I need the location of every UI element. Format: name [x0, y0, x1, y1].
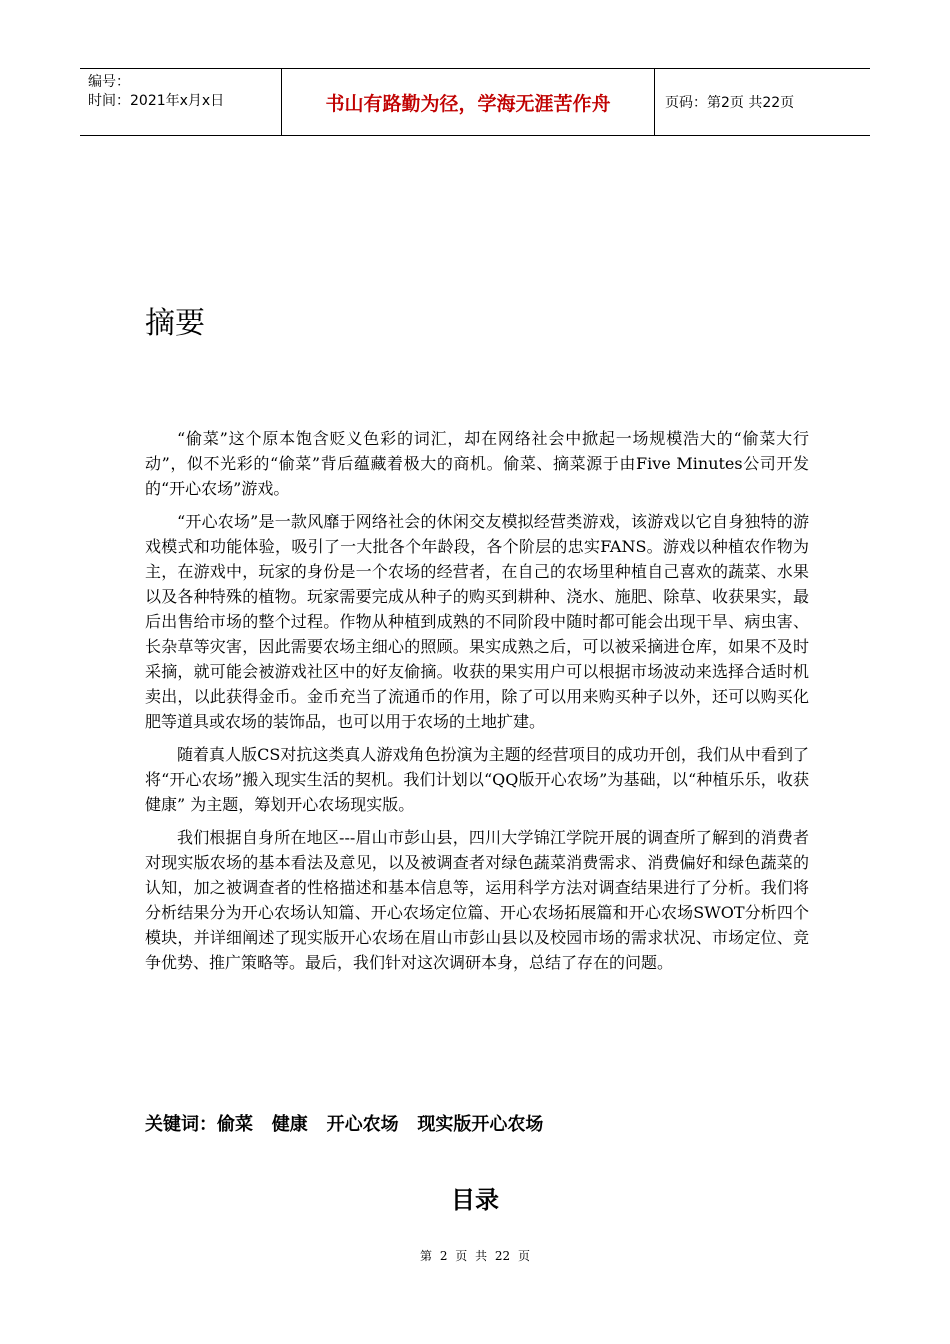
abstract-body [145, 426, 809, 983]
page-footer: 第 2 页 共 22 页 [420, 1249, 530, 1263]
header-meta-cell [80, 69, 282, 135]
document-date-label: 时间：2021年x月x日 [88, 93, 225, 109]
abstract-heading: 摘要 [145, 306, 205, 341]
abstract-paragraph-2: “开心农场”是一款风靡于网络社会的休闲交友模拟经营类游戏，该游戏以它自身独特的游戏模式和功能体验，吸引了一大批各个年龄段，各个阶层的忠实FANS。游戏以种植农作物为主，在游戏中，玩家的身份是一个农场的经营者，在自己的农场里种植自己喜欢的蔬菜、水果以及各种特殊的植物。玩家需要完成从种子的购买到耕种、浇水、施肥、除草、收获果实，最后出售给市场的整个过程。作物从种植到成熟的不同阶段中随时都可能会出现干旱、病虫害、长杂草等灾害，因此需要农场主细心的照顾。果实成熟之后，可以被采摘进仓库，如果不及时采摘，就可能会被游戏社区中的好友偷摘。收获的果实用户可以根据市场波动来选择合适时机卖出，以此获得金币。金币充当了流通币的作用，除了可以用来购买种子以外，还可以购买化肥等道具或农场的装饰品，也可以用于农场的土地扩建。 [145, 512, 809, 731]
header-motto: 书山有路勤为径，学海无涯苦作舟 [282, 69, 655, 135]
header-page-info: 页码：第2页 共22页 [665, 95, 795, 111]
document-number-label: 编号： [88, 74, 130, 90]
abstract-paragraph-3: 随着真人版CS对抗这类真人游戏角色扮演为主题的经营项目的成功开创，我们从中看到了将“开心农场”搬入现实生活的契机。我们计划以“QQ版开心农场”为基础，以“种植乐乐，收获健康” 为主题，筹划开心农场现实版。 [145, 745, 809, 814]
keywords-line: 关键词：偷菜 健康 开心农场 现实版开心农场 [145, 1114, 544, 1135]
abstract-paragraph-1: “偷菜”这个原本饱含贬义色彩的词汇，却在网络社会中掀起一场规模浩大的“偷菜大行动”，似不光彩的“偷菜”背后蕴藏着极大的商机。偷菜、摘菜源于由Five Minutes公司开发的“开心农场”游戏。 [145, 429, 809, 498]
abstract-paragraph-4: 我们根据自身所在地区---眉山市彭山县，四川大学锦江学院开展的调查所了解到的消费者对现实版农场的基本看法及意见，以及被调查者对绿色蔬菜消费需求、消费偏好和绿色蔬菜的认知，加之被调查者的性格描述和基本信息等，运用科学方法对调查结果进行了分析。我们将分析结果分为开心农场认知篇、开心农场定位篇、开心农场拓展篇和开心农场SWOT分析四个模块，并详细阐述了现实版开心农场在眉山市彭山县以及校园市场的需求状况、市场定位、竞争优势、推广策略等。最后，我们针对这次调研本身，总结了存在的问题。 [145, 828, 809, 972]
toc-heading: 目录 [451, 1186, 499, 1214]
document-header [80, 68, 870, 136]
